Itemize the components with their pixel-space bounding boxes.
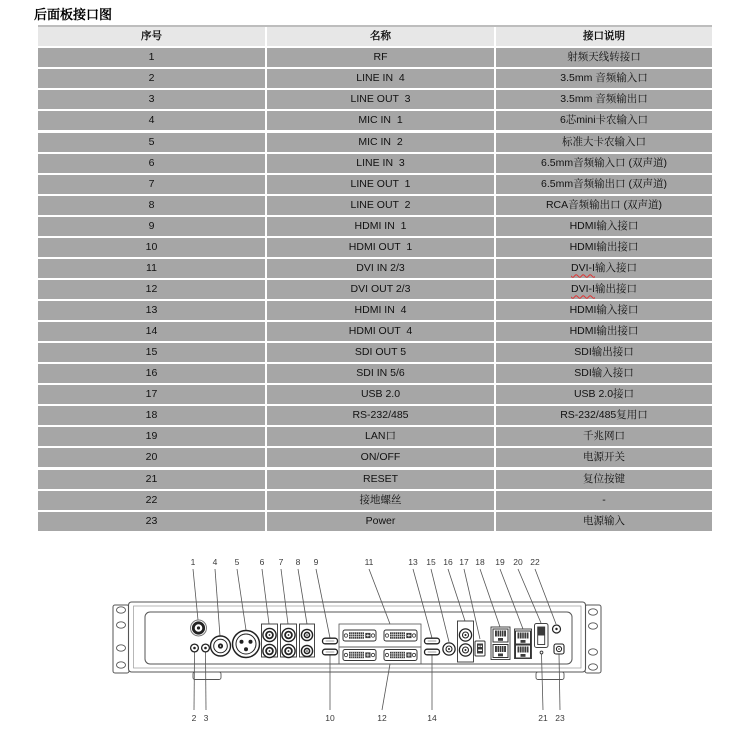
cell-index: 22 — [145, 494, 158, 507]
cell-name: SDI IN 5/6 — [265, 364, 496, 383]
port-lan-a — [516, 631, 531, 644]
cell-desc: 3.5mm 音频输出口 — [560, 93, 648, 106]
cell-index: 4 — [148, 114, 155, 127]
cell-desc: 标准大卡农输入口 — [562, 136, 646, 149]
cell-name: RESET — [265, 470, 496, 489]
table-row — [38, 259, 712, 280]
cell-desc: HDMI输入接口 — [569, 220, 639, 233]
rear-panel-diagram — [0, 544, 750, 749]
cell-name: DVI IN 2/3 — [265, 259, 496, 278]
diagram-label-10: 10 — [325, 713, 335, 723]
cell-name: DVI OUT 2/3 — [265, 280, 496, 299]
diagram-label-8: 8 — [295, 557, 301, 567]
port-rs232-b — [493, 645, 508, 658]
cell-index: 5 — [148, 136, 155, 149]
cell-desc: - — [602, 494, 606, 507]
table-row — [38, 69, 712, 90]
cell-name: MIC IN 2 — [265, 133, 496, 152]
cell-desc: 6.5mm音频输入口 (双声道) — [541, 157, 667, 170]
table-row — [38, 133, 712, 154]
cell-desc: HDMI输入接口 — [569, 304, 639, 317]
diagram-label-13: 13 — [408, 557, 418, 567]
port-usb — [475, 641, 485, 656]
port-line-out-2-b — [301, 645, 312, 656]
cell-desc: 千兆网口 — [583, 430, 625, 443]
cell-desc: HDMI输出接口 — [569, 241, 639, 254]
diagram-label-20: 20 — [513, 557, 523, 567]
cell-index: 23 — [145, 515, 158, 528]
cell-name: ON/OFF — [265, 448, 496, 467]
cell-name: RF — [265, 48, 496, 67]
ground-screw — [553, 625, 561, 633]
cell-desc: RS-232/485复用口 — [560, 409, 648, 422]
cell-index: 7 — [148, 178, 155, 191]
cell-index: 10 — [145, 241, 158, 254]
cell-desc: 6芯mini卡农输入口 — [559, 114, 649, 127]
port-mic-in-1 — [211, 636, 231, 656]
cell-index: 9 — [148, 220, 155, 233]
cell-desc: RCA音频输出口 (双声道) — [545, 199, 663, 212]
cell-name: LINE IN 4 — [265, 69, 496, 88]
cell-index: 1 — [148, 51, 155, 64]
diagram-label-11: 11 — [364, 557, 374, 567]
port-hdmi-in-4 — [425, 638, 440, 644]
cell-name: USB 2.0 — [265, 385, 496, 404]
port-rs232-a — [493, 629, 508, 642]
table-row — [38, 90, 712, 111]
cell-desc: SDI输入接口 — [574, 367, 634, 380]
table-row — [38, 470, 712, 491]
diagram-label-2: 2 — [191, 713, 197, 723]
cell-name: LINE OUT 1 — [265, 175, 496, 194]
port-line-out-3 — [202, 644, 210, 652]
table-row — [38, 322, 712, 343]
port-hdmi-out-1 — [323, 649, 338, 655]
cell-index: 20 — [145, 451, 158, 464]
cell-index: 12 — [145, 283, 158, 296]
leader-line — [206, 652, 207, 710]
port-rf — [191, 620, 207, 636]
diagram-label-5: 5 — [234, 557, 240, 567]
port-line-in-3-a — [263, 628, 276, 641]
diagram-label-16: 16 — [443, 557, 453, 567]
diagram-label-14: 14 — [427, 713, 437, 723]
diagram-label-22: 22 — [530, 557, 540, 567]
port-line-out-2-a — [301, 629, 312, 640]
cell-index: 14 — [145, 325, 158, 338]
table-row — [38, 154, 712, 175]
page-title: 后面板接口图 — [34, 7, 113, 22]
port-line-in-4 — [191, 644, 199, 652]
table-row — [38, 512, 712, 533]
cell-name: Power — [265, 512, 496, 531]
table-row — [38, 196, 712, 217]
port-dvi-out-3 — [384, 650, 417, 661]
cell-name: LINE OUT 2 — [265, 196, 496, 215]
table-row — [38, 238, 712, 259]
cell-name: HDMI IN 4 — [265, 301, 496, 320]
diagram-label-17: 17 — [459, 557, 469, 567]
port-hdmi-out-4 — [425, 649, 440, 655]
diagram-label-19: 19 — [495, 557, 505, 567]
cell-index: 13 — [145, 304, 158, 317]
port-dvi-in-2 — [343, 630, 376, 641]
cell-name: HDMI IN 1 — [265, 217, 496, 236]
cell-desc: SDI输出接口 — [574, 346, 634, 359]
cell-name: LINE OUT 3 — [265, 90, 496, 109]
diagram-label-21: 21 — [538, 713, 548, 723]
cell-index: 15 — [145, 346, 158, 359]
table-row — [38, 175, 712, 196]
header-cell-index: 序号 — [141, 30, 162, 43]
port-lan-b — [516, 645, 531, 658]
cell-desc: 电源开关 — [583, 451, 625, 464]
cell-index: 18 — [145, 409, 158, 422]
port-line-out-1-a — [282, 628, 295, 641]
cell-name: HDMI OUT 1 — [265, 238, 496, 257]
diagram-label-1: 1 — [190, 557, 196, 567]
table-row — [38, 385, 712, 406]
diagram-label-3: 3 — [203, 713, 209, 723]
cell-desc: 复位按键 — [583, 473, 625, 486]
table-row — [38, 448, 712, 470]
cell-name: LAN口 — [265, 427, 496, 446]
diagram-label-6: 6 — [259, 557, 265, 567]
cell-name: MIC IN 1 — [265, 111, 496, 130]
cell-index: 19 — [145, 430, 158, 443]
header-cell-desc: 接口说明 — [583, 30, 625, 43]
cell-index: 8 — [148, 199, 155, 212]
diagram-label-15: 15 — [426, 557, 436, 567]
table-header-row — [38, 27, 712, 48]
desc-text: 输出接口 — [594, 283, 637, 296]
table-body — [38, 48, 712, 533]
cell-name: 接地螺丝 — [265, 491, 496, 510]
port-line-in-3-b — [263, 644, 276, 657]
cell-desc: USB 2.0接口 — [573, 388, 635, 401]
spellcheck-underlined-text: DVI-I — [571, 283, 595, 296]
diagram-label-23: 23 — [555, 713, 565, 723]
cell-desc: HDMI输出接口 — [569, 325, 639, 338]
table-row — [38, 491, 712, 512]
table-row — [38, 280, 712, 301]
port-sdi-in-6 — [459, 644, 471, 656]
cell-name: LINE IN 3 — [265, 154, 496, 173]
table-row — [38, 406, 712, 427]
table-row — [38, 364, 712, 385]
cell-desc — [496, 280, 712, 299]
desc-text: 输入接口 — [594, 262, 637, 275]
port-sdi-in-5 — [459, 629, 471, 641]
cell-name: SDI OUT 5 — [265, 343, 496, 362]
cell-desc: 6.5mm音频输出口 (双声道) — [541, 178, 667, 191]
cell-index: 2 — [148, 72, 155, 85]
diagram-label-12: 12 — [377, 713, 387, 723]
cell-index: 3 — [148, 93, 155, 106]
cell-index: 16 — [145, 367, 158, 380]
port-hdmi-in-1 — [323, 638, 338, 644]
diagram-label-9: 9 — [313, 557, 319, 567]
port-sdi-out-5 — [443, 643, 455, 655]
table-row — [38, 427, 712, 448]
port-dvi-in-3 — [384, 630, 417, 641]
table-row — [38, 343, 712, 364]
cell-index: 21 — [145, 473, 158, 486]
cell-name: HDMI OUT 4 — [265, 322, 496, 341]
cell-desc: 电源输入 — [583, 515, 625, 528]
cell-index: 11 — [146, 262, 157, 275]
leader-line — [194, 652, 195, 710]
table-row — [38, 217, 712, 238]
spellcheck-underlined-text: DVI-I — [571, 262, 595, 275]
cell-index: 17 — [145, 388, 158, 401]
port-dvi-out-2 — [343, 650, 376, 661]
cell-desc — [496, 259, 712, 278]
diagram-label-18: 18 — [475, 557, 485, 567]
cell-index: 6 — [148, 157, 155, 170]
interface-table — [38, 25, 712, 533]
diagram-label-4: 4 — [212, 557, 218, 567]
port-mic-in-2 — [233, 631, 260, 658]
power-input — [554, 644, 564, 654]
power-switch — [535, 624, 549, 648]
cell-desc: 射频天线转接口 — [567, 51, 641, 64]
port-line-out-1-b — [282, 644, 295, 657]
table-row — [38, 111, 712, 133]
header-cell-name: 名称 — [265, 27, 496, 46]
diagram-label-7: 7 — [278, 557, 284, 567]
cell-desc: 3.5mm 音频输入口 — [560, 72, 648, 85]
cell-name: RS-232/485 — [265, 406, 496, 425]
left-foot — [193, 672, 221, 680]
table-row — [38, 48, 712, 69]
table-row — [38, 301, 712, 322]
